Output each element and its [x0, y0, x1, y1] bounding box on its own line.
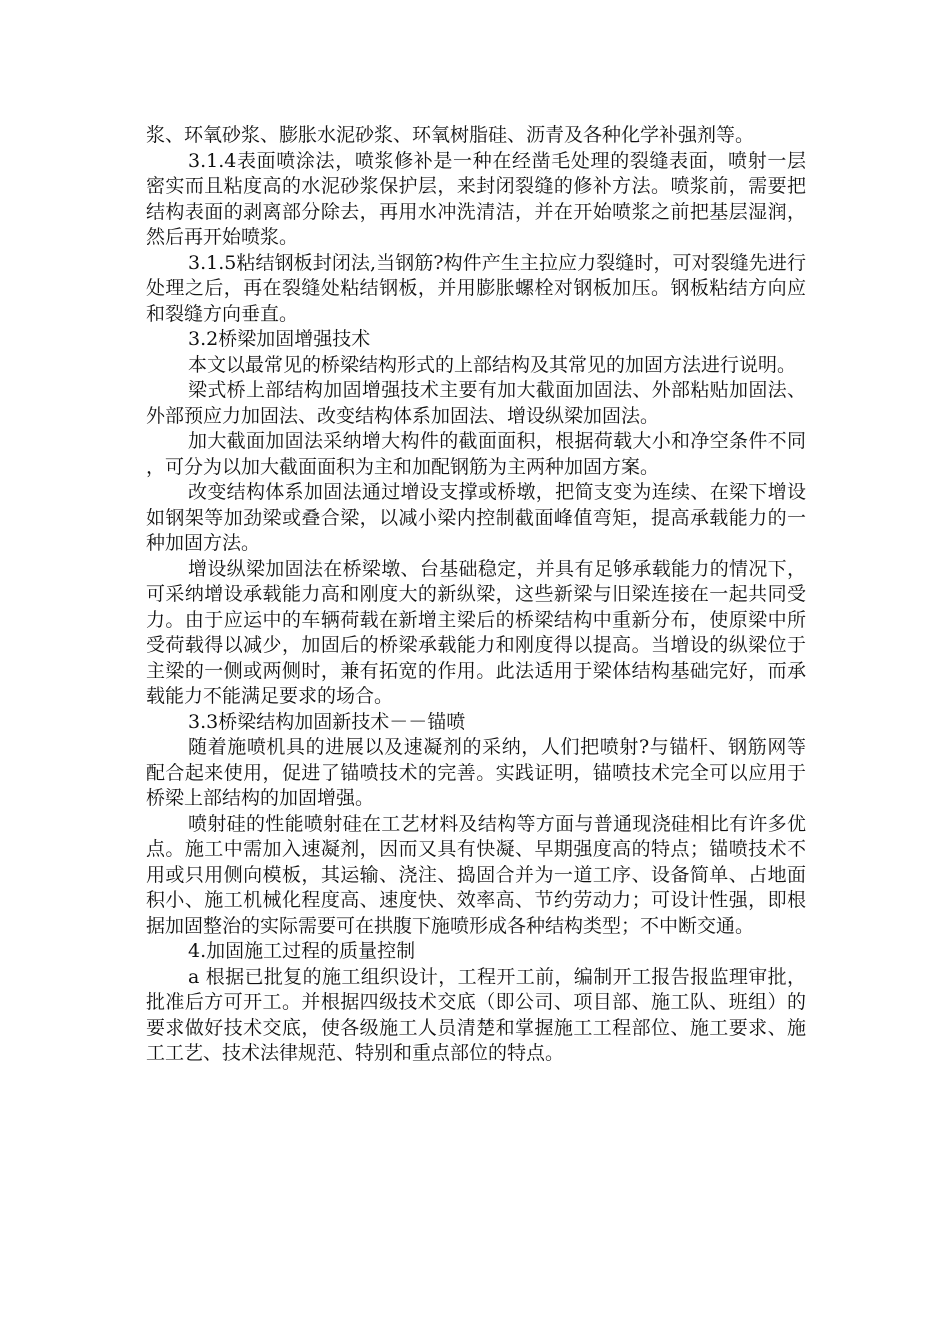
- section-heading-4: 4.加固施工过程的质量控制: [188, 940, 416, 962]
- paragraph-added-longitudinal-beam: 增设纵梁加固法在桥梁墩、台基础稳定，并具有足够承载能力的情况下，可采纳增设承载能力高和刚度大的新纵梁，这些新梁与旧梁连接在一起共同受力。由于应运中的车辆荷载在新增主梁后的桥梁结构中重新分布，使原梁中所受荷载得以减少，加固后的桥梁承载能力和刚度得以提高。当增设的纵梁位于主梁的一侧或两侧时，兼有拓宽的作用。此法适用于梁体结构基础完好，而承载能力不能满足要求的场合。: [146, 557, 806, 707]
- paragraph-enlarged-section: 加大截面加固法采纳增大构件的截面面积，根据荷载大小和净空条件不同，可分为以加大截面面积为主和加配钢筋为主两种加固方案。: [146, 430, 806, 478]
- section-heading-3-3: 3.3桥梁结构加固新技术－－锚喷: [188, 710, 466, 733]
- paragraph-3-1-4-surface-spraying: 3.1.4表面喷涂法，喷浆修补是一种在经凿毛处理的裂缝表面，喷射一层密实而且粘度高的水泥砂浆保护层，来封闭裂缝的修补方法。喷浆前，需要把结构表面的剥离部分除去，再用水冲洗清洁，并在开始喷浆之前把基层湿润，然后再开始喷浆。: [146, 149, 806, 248]
- document-body: [146, 123, 806, 1067]
- section-heading-3-2: 3.2桥梁加固增强技术: [188, 328, 371, 350]
- paragraph-continuation: 浆、环氧砂浆、膨胀水泥砂浆、环氧树脂硅、沥青及各种化学补强剂等。: [146, 124, 755, 146]
- paragraph-intro: 本文以最常见的桥梁结构形式的上部结构及其常见的加固方法进行说明。: [188, 353, 797, 376]
- paragraph-beam-bridge-methods: 梁式桥上部结构加固增强技术主要有加大截面加固法、外部粘贴加固法、外部预应力加固法、改变结构体系加固法、增设纵梁加固法。: [146, 379, 806, 427]
- paragraph-anchor-spray-development: 随着施喷机具的进展以及速凝剂的采纳，人们把喷射?与锚杆、钢筋网等配合起来使用，促进了锚喷技术的完善。实践证明，锚喷技术完全可以应用于桥梁上部结构的加固增强。: [146, 736, 806, 809]
- paragraph-shotcrete-advantages: 喷射硅的性能喷射硅在工艺材料及结构等方面与普通现浇硅相比有许多优点。施工中需加入速凝剂，因而又具有快凝、早期强度高的特点；锚喷技术不用或只用侧向模板，其运输、浇注、捣固合并为一道工序、设备简单、占地面积小、施工机械化程度高、速度快、效率高、节约劳动力；可设计性强，即根据加固整治的实际需要可在拱腹下施喷形成各种结构类型；不中断交通。: [146, 812, 806, 937]
- paragraph-3-1-5-steel-plate-bonding: 3.1.5粘结钢板封闭法,当钢筋?构件产生主拉应力裂缝时，可对裂缝先进行处理之后，再在裂缝处粘结钢板，并用膨胀螺栓对钢板加压。钢板粘结方向应和裂缝方向垂直。: [146, 251, 806, 325]
- paragraph-quality-control-a: a 根据已批复的施工组织设计，工程开工前，编制开工报告报监理审批，批准后方可开工。并根据四级技术交底（即公司、项目部、施工队、班组）的要求做好技术交底，使各级施工人员清楚和掌握施工工程部位、施工要求、施工工艺、技术法律规范、特别和重点部位的特点。: [146, 965, 806, 1064]
- paragraph-structural-system-change: 改变结构体系加固法通过增设支撑或桥墩，把简支变为连续、在梁下增设如钢架等加劲梁或叠合梁，以减小梁内控制截面峰值弯矩，提高承载能力的一种加固方法。: [146, 481, 806, 554]
